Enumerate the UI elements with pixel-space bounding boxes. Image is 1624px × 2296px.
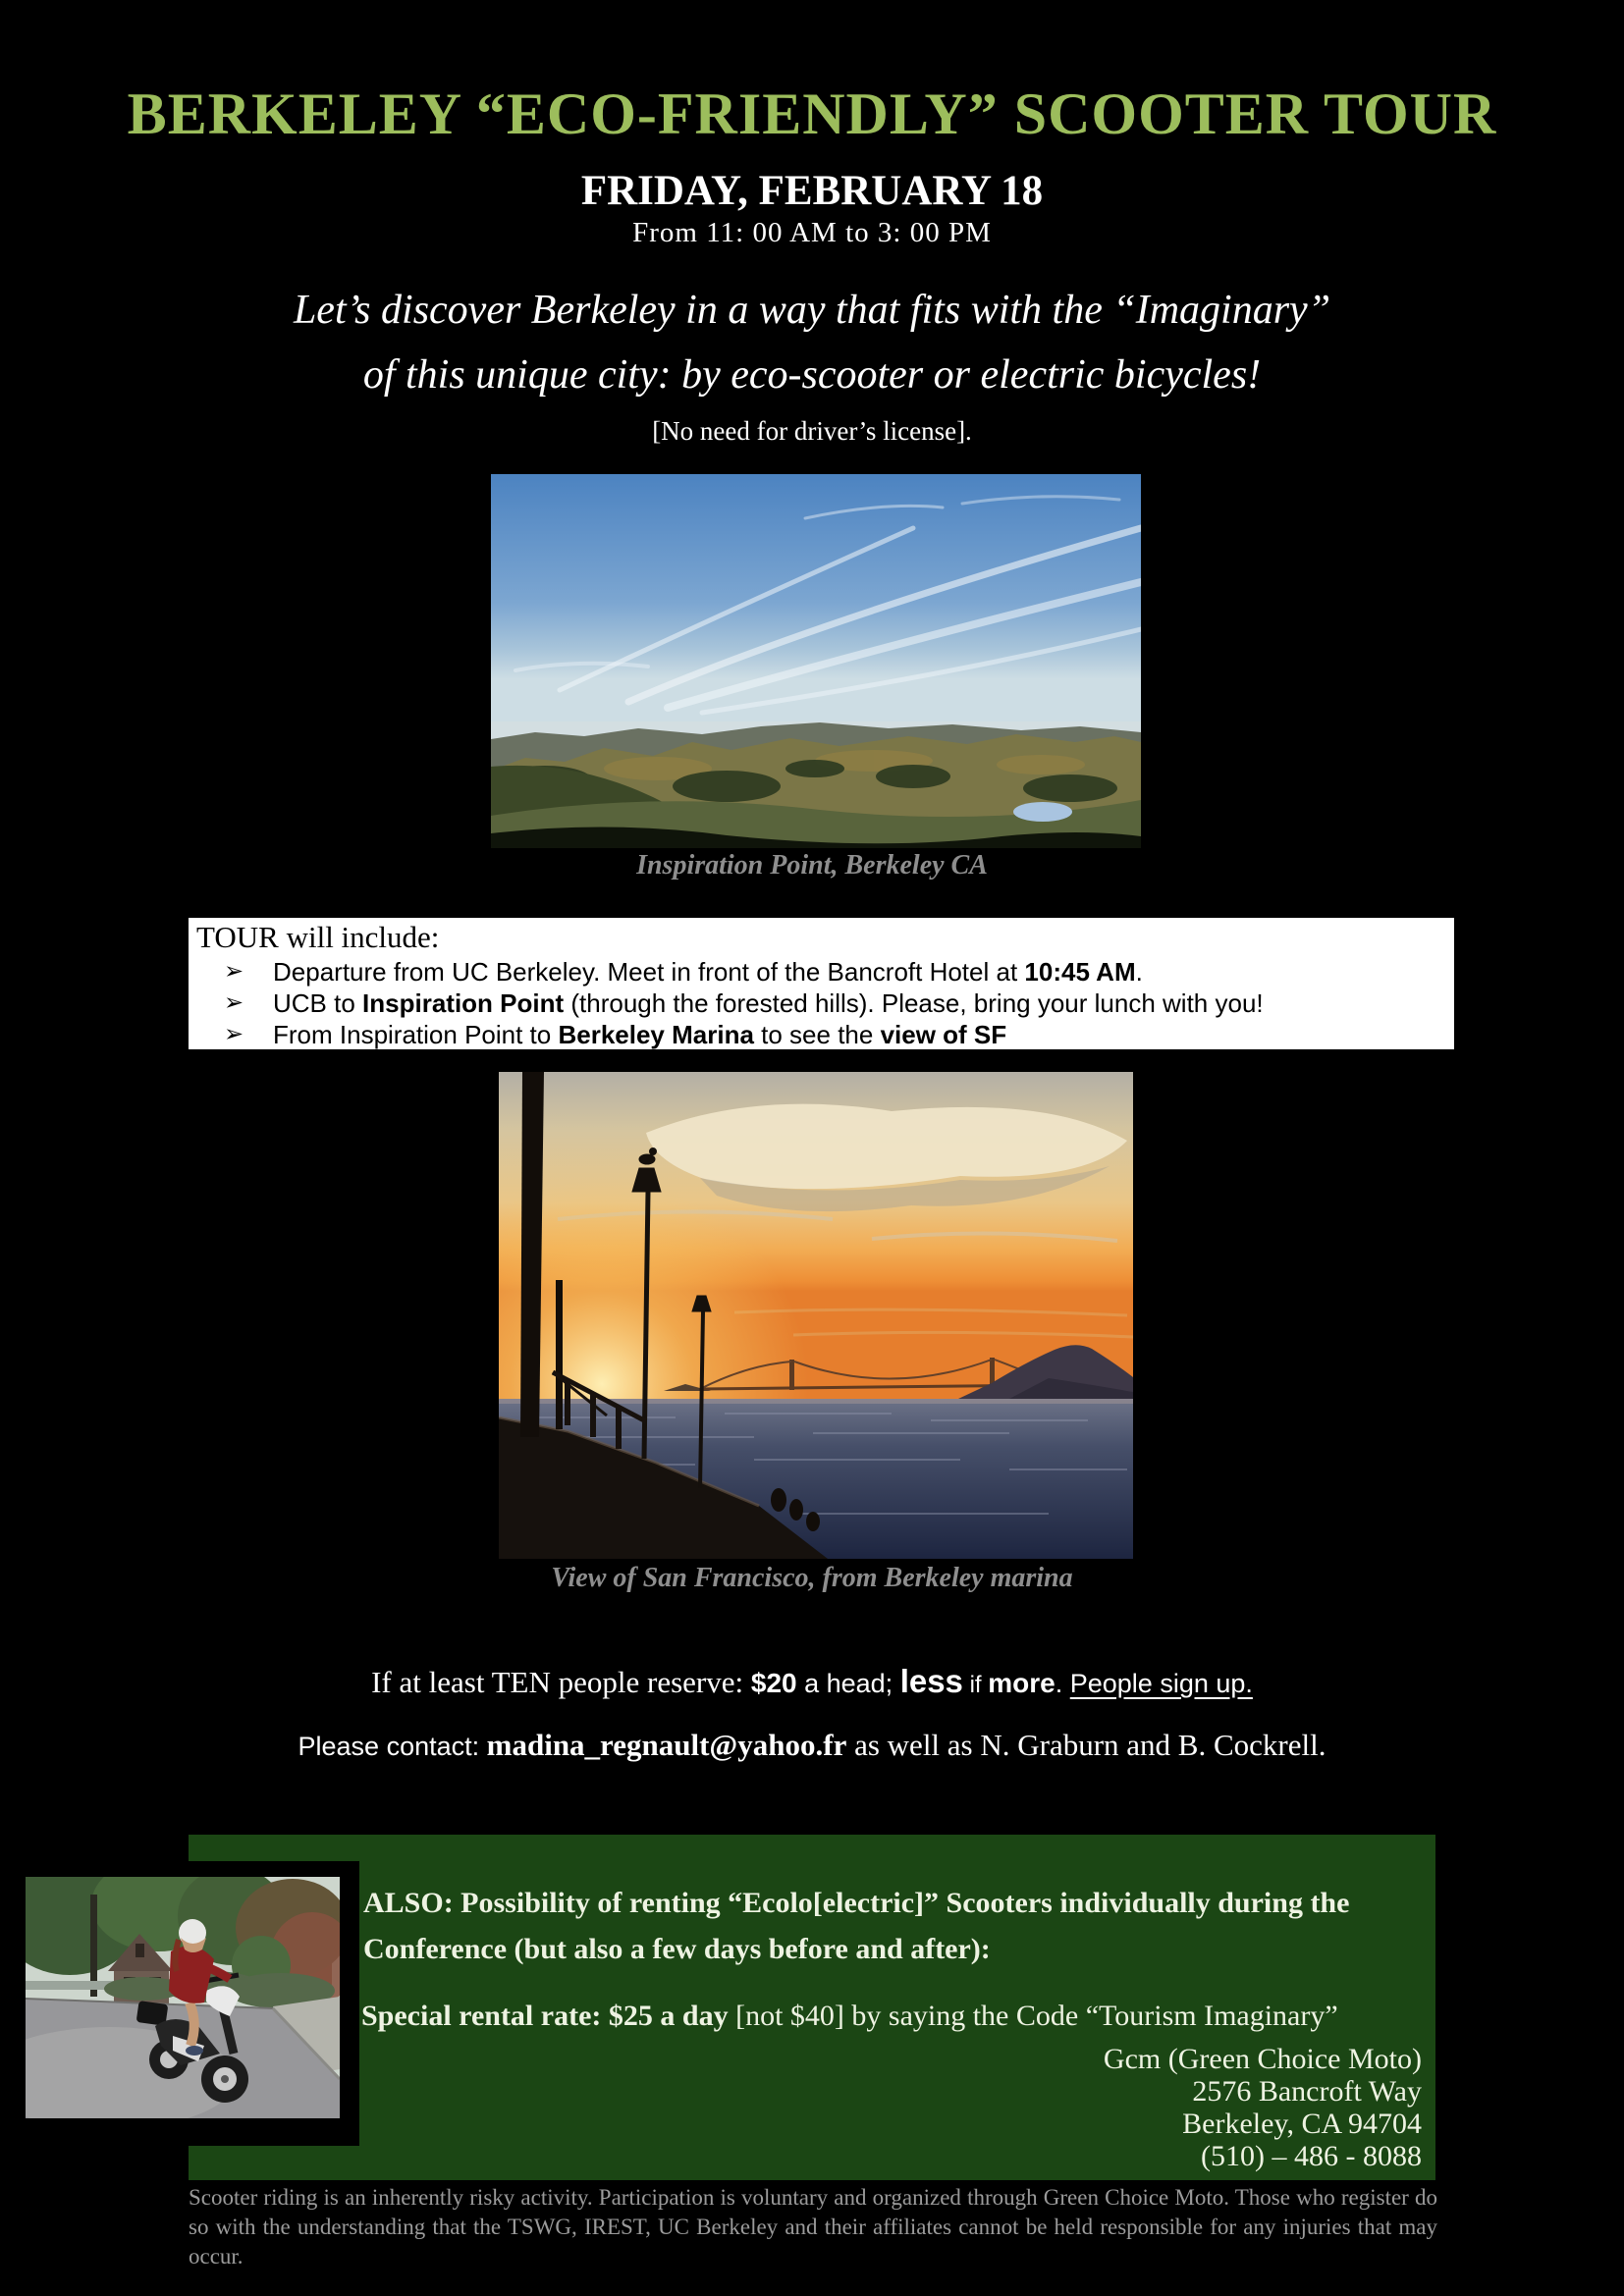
contact-email[interactable]: madina_regnault@yahoo.fr	[486, 1728, 847, 1762]
contact-line	[0, 1728, 1624, 1763]
rental-rate-line	[361, 2000, 1426, 2033]
rental-rate-rest: [not $40] by saying the Code “Tourism Imaginary”	[735, 2000, 1338, 2032]
rental-also-paragraph: ALSO: Possibility of renting “Ecolo[electric]” Scooters individually during the Conference (but also a few days before and after):	[363, 1887, 1350, 1965]
marina-sunset-photo	[499, 1072, 1133, 1559]
scooter-rider-photo	[26, 1877, 340, 2118]
pricing-text: If at least TEN people reserve:	[371, 1665, 751, 1699]
vendor-city: Berkeley, CA 94704	[1182, 2108, 1422, 2140]
tour-include-box	[189, 918, 1454, 1049]
pricing-text: if	[962, 1672, 989, 1698]
arrow-bullet-icon: ➢	[224, 1021, 244, 1047]
price-amount: $20	[750, 1668, 797, 1698]
event-time: From 11: 00 AM to 3: 00 PM	[632, 217, 992, 248]
bullet-text: to see the	[753, 1020, 881, 1049]
arrow-bullet-icon: ➢	[224, 989, 244, 1016]
disclaimer-text: Scooter riding is an inherently risky activity. Participation is voluntary and organized through Green Choice Moto. Those who register do so with the understanding that the TSWG, IREST, UC Berkeley and their affiliates cannot be held responsible for any injuries that may occur.	[189, 2185, 1437, 2269]
photo-caption-marina: View of San Francisco, from Berkeley marina	[551, 1563, 1073, 1593]
contact-rest: as well as N. Graburn and B. Cockrell.	[846, 1728, 1326, 1762]
vendor-name: Gcm (Green Choice Moto)	[1103, 2043, 1422, 2075]
tour-heading: TOUR will include:	[196, 920, 440, 954]
pricing-text: .	[1055, 1669, 1070, 1698]
photo-caption-inspiration-point: Inspiration Point, Berkeley CA	[636, 850, 988, 881]
bullet-text: From Inspiration Point to	[273, 1020, 559, 1049]
people-sign-up-link[interactable]: People sign up.	[1069, 1669, 1253, 1698]
vendor-phone: (510) – 486 - 8088	[1201, 2140, 1422, 2172]
tour-bullet-1	[189, 957, 1450, 988]
bullet-text-bold: Inspiration Point	[362, 988, 565, 1018]
scooter-photo-frame	[0, 1861, 359, 2146]
tagline-line2: of this unique city: by eco-scooter or electric bicycles!	[362, 352, 1262, 398]
bullet-text-bold: Berkeley Marina	[558, 1020, 754, 1049]
sunset-bay-illustration	[499, 1072, 1133, 1559]
arrow-bullet-icon: ➢	[224, 958, 244, 985]
tagline-line1: Let’s discover Berkeley in a way that fits with the “Imaginary”	[293, 288, 1331, 333]
landscape-hills-illustration	[491, 474, 1141, 848]
pricing-line	[0, 1663, 1624, 1700]
pricing-text: a head;	[796, 1669, 900, 1698]
rental-rate-bold: Special rental rate: $25 a day	[361, 2000, 736, 2032]
page-title: BERKELEY “ECO-FRIENDLY” SCOOTER TOUR	[127, 81, 1497, 146]
contact-label: Please contact:	[298, 1732, 487, 1761]
pricing-text-more: more	[988, 1668, 1056, 1698]
rental-info-box	[189, 1835, 1435, 2180]
license-note: [No need for driver’s license].	[652, 416, 972, 446]
vendor-address	[1104, 2043, 1422, 2172]
tour-bullet-3	[189, 1020, 1450, 1050]
scooter-street-illustration	[26, 1877, 340, 2118]
vendor-street: 2576 Bancroft Way	[1192, 2075, 1422, 2108]
inspiration-point-photo	[491, 474, 1141, 848]
bullet-text-bold: 10:45 AM	[1024, 957, 1136, 987]
bullet-text: (through the forested hills). Please, bring your lunch with you!	[564, 988, 1264, 1018]
bullet-text: Departure from UC Berkeley. Meet in front of the Bancroft Hotel at	[273, 957, 1025, 987]
bullet-text: UCB to	[273, 988, 363, 1018]
event-date: FRIDAY, FEBRUARY 18	[580, 168, 1044, 214]
tour-bullet-2	[189, 988, 1450, 1019]
pricing-text-less: less	[899, 1663, 963, 1699]
bullet-text-bold: view of SF	[880, 1020, 1007, 1049]
bullet-text: .	[1135, 957, 1143, 987]
